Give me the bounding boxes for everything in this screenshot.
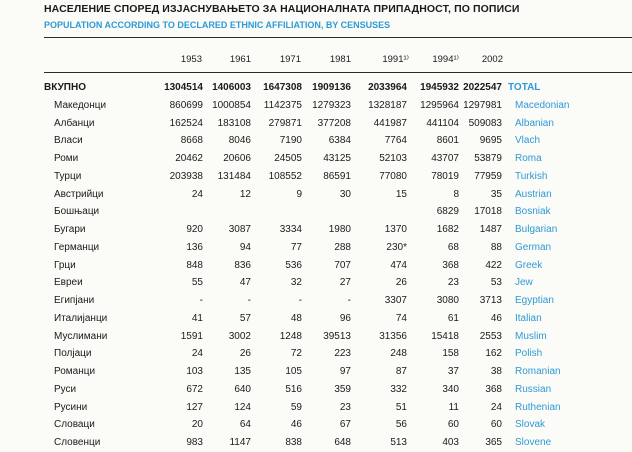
cell-value: 64 [239,419,251,431]
cell-value: 20 [191,419,203,431]
row-label-en: Greek [515,259,543,271]
cell-value: - [199,295,203,306]
cell-value: 3080 [436,295,459,306]
cell-value: 1487 [479,224,502,235]
table-row [0,203,632,221]
cell-value: 74 [395,312,407,324]
cell-value: 441987 [373,117,407,129]
row-label-en: Italian [515,312,542,324]
cell-value: 183108 [217,117,251,129]
cell-value: 43707 [431,153,459,164]
cell-value: 43125 [323,153,351,164]
cell-value: 1945932 [420,82,459,93]
cell-value: 377208 [317,117,351,129]
cell-value: 672 [186,383,203,395]
row-label-mk: Египјани [54,295,95,306]
cell-value: 96 [339,312,351,324]
cell-value: 94 [239,241,251,253]
cell-value: 162524 [169,117,203,129]
cell-value: 47 [239,277,251,289]
cell-value: 24 [191,348,203,360]
row-label-en: Macedonian [515,99,570,111]
cell-value: 2033964 [368,82,407,93]
table-row [0,328,632,346]
cell-value: 77959 [474,170,502,182]
row-label-mk: Бошњаци [54,206,100,218]
cell-value: 77 [290,241,302,253]
cell-value: 223 [334,348,351,360]
cell-value: 920 [186,224,203,235]
table-row [0,416,632,434]
cell-value: 59 [290,401,302,413]
row-label-mk: Словаци [54,419,95,431]
cell-value: 332 [390,383,407,395]
cell-value: 35 [490,188,502,200]
cell-value: 513 [390,437,407,448]
cell-value: 848 [186,259,203,271]
cell-value: 7764 [384,135,407,147]
cell-value: 57 [239,312,251,324]
cell-value: 86591 [323,170,351,182]
table-row [0,115,632,133]
row-label-en: Vlach [515,135,541,147]
row-label-mk: Македонци [54,99,107,111]
year-header: 1971 [279,54,301,65]
cell-value: 1370 [384,224,407,235]
cell-value: 131484 [217,170,251,182]
cell-value: 536 [285,259,302,271]
cell-value: 474 [390,259,407,271]
cell-value: 53879 [474,153,502,164]
row-label-mk: Русини [54,401,88,413]
row-label-en: Turkish [515,170,548,182]
cell-value: 3087 [228,224,251,235]
year-header: 1994¹⁾ [432,54,459,65]
row-label-mk: Грци [54,259,76,271]
page-title: НАСЕЛЕНИЕ СПОРЕД ИЗЈАСНУВАЊЕТО ЗА НАЦИОНАЛНАТА ПРИПАДНОСТ, ПО ПОПИСИ [44,3,520,15]
cell-value: 78019 [431,170,459,182]
cell-value: 103 [186,366,203,377]
cell-value: 836 [234,259,251,271]
row-label-en: Bulgarian [515,224,558,235]
year-header: 2002 [481,54,503,65]
row-label-mk: Романци [54,366,96,377]
cell-value: 509083 [468,117,502,129]
cell-value: 27 [339,277,351,289]
table-row [0,310,632,328]
row-label-en: Slovene [515,437,552,448]
row-label-en: Bosniak [515,206,551,218]
row-label-mk: Бугари [54,224,86,235]
row-label-mk: Турци [54,170,82,182]
row-label-en: Polish [515,348,543,360]
cell-value: 162 [485,348,502,360]
cell-value: 1591 [180,330,203,342]
cell-value: 24 [191,188,203,200]
cell-value: - [298,295,302,306]
cell-value: 8668 [180,135,203,147]
table-row [0,381,632,399]
year-header: 1961 [229,54,251,65]
year-header: 1991¹⁾ [382,54,409,65]
cell-value: 88 [490,241,502,253]
cell-value: 2553 [479,330,502,342]
row-label-en: Egyptian [515,295,554,306]
cell-value: 136 [186,241,203,253]
cell-value: 8 [453,188,459,200]
cell-value: 1279323 [312,99,351,111]
row-label-en: Jew [515,277,533,289]
cell-value: 3002 [228,330,251,342]
cell-value: - [247,295,251,306]
cell-value: 8601 [436,135,459,147]
cell-value: 72 [290,348,302,360]
cell-value: 108552 [268,170,302,182]
page-subtitle: POPULATION ACCORDING TO DECLARED ETHNIC AFFILIATION, BY CENSUSES [44,20,391,30]
cell-value: 55 [191,277,203,289]
cell-value: 1248 [279,330,302,342]
table-row [0,399,632,417]
cell-value: 30 [339,188,351,200]
cell-value: 127 [186,401,203,413]
cell-value: 26 [239,348,251,360]
cell-value: 77080 [379,170,407,182]
cell-value: 340 [442,383,459,395]
cell-value: 9695 [479,135,502,147]
cell-value: 516 [285,383,302,395]
table-row [0,186,632,204]
cell-value: 53 [490,277,502,289]
table-row [0,239,632,257]
cell-value: 67 [339,419,351,431]
cell-value: 3334 [279,224,302,235]
cell-value: 1647308 [263,82,302,93]
top-divider [44,37,632,38]
cell-value: 1000854 [212,99,251,111]
cell-value: 368 [485,383,502,395]
row-label-mk: Руси [54,383,77,395]
cell-value: 38 [490,366,502,377]
cell-value: 403 [442,437,459,448]
table-row [0,257,632,275]
cell-value: 6384 [328,135,351,147]
cell-value: 6829 [436,206,459,218]
cell-value: 365 [485,437,502,448]
table-row [0,434,632,452]
cell-value: 23 [339,401,351,413]
cell-value: 15418 [431,330,459,342]
row-label-mk: Германци [54,241,100,253]
table-row [0,221,632,239]
header-divider [44,72,632,73]
table-row [0,150,632,168]
cell-value: 203938 [169,170,203,182]
row-label-mk: Власи [54,135,83,147]
cell-value: 60 [490,419,502,431]
cell-value: 60 [447,419,459,431]
row-label-en: Slovak [515,419,546,431]
row-label-en: Russian [515,383,552,395]
cell-value: 248 [390,348,407,360]
cell-value: 1980 [328,224,351,235]
cell-value: 17018 [474,206,502,218]
cell-value: 2022547 [463,82,502,93]
cell-value: 158 [442,348,459,360]
cell-value: 20462 [175,153,203,164]
cell-value: 11 [448,401,459,413]
cell-value: 648 [334,437,351,448]
cell-value: 422 [485,259,502,271]
cell-value: 288 [334,241,351,253]
cell-value: 230* [386,241,407,253]
cell-value: 51 [395,401,407,413]
cell-value: 46 [490,312,502,324]
table-row [0,345,632,363]
row-label-mk: Словенци [54,437,101,448]
row-label-en: German [515,241,552,253]
cell-value: 87 [395,366,407,377]
cell-value: 7190 [279,135,302,147]
cell-value: 860699 [169,99,203,111]
table-row [0,363,632,381]
cell-value: 20606 [223,153,251,164]
cell-value: 8046 [228,135,251,147]
row-label-mk: ВКУПНО [44,82,86,93]
cell-value: 32 [290,277,302,289]
cell-value: 1304514 [164,82,203,93]
cell-value: 26 [395,277,407,289]
table-row [0,292,632,310]
year-header: 1981 [329,54,351,65]
cell-value: 1909136 [312,82,351,93]
total-row [0,79,632,97]
table-row [0,97,632,115]
cell-value: 838 [285,437,302,448]
cell-value: 368 [442,259,459,271]
row-label-mk: Албанци [54,117,95,129]
cell-value: 97 [339,366,351,377]
table-row [0,132,632,150]
cell-value: 1142375 [263,99,302,111]
row-label-mk: Австрийци [54,188,104,200]
cell-value: 707 [334,259,351,271]
row-label-en: Roma [515,153,542,164]
cell-value: 1147 [229,437,251,448]
cell-value: 61 [447,312,459,324]
cell-value: 1406003 [212,82,251,93]
cell-value: 24505 [274,153,302,164]
cell-value: - [347,295,351,306]
cell-value: 3713 [479,295,502,306]
cell-value: 31356 [379,330,407,342]
cell-value: 41 [191,312,203,324]
cell-value: 12 [239,188,251,200]
year-header: 1953 [180,54,202,65]
cell-value: 52103 [379,153,407,164]
table-row [0,274,632,292]
table-row [0,168,632,186]
cell-value: 279871 [268,117,302,129]
row-label-mk: Евреи [54,277,83,289]
cell-value: 441104 [426,117,459,129]
row-label-en: Albanian [515,117,554,129]
row-label-mk: Роми [54,153,79,164]
row-label-mk: Муслимани [54,330,108,342]
cell-value: 46 [290,419,302,431]
cell-value: 1295964 [420,99,459,111]
row-label-mk: Полјаци [54,348,92,360]
cell-value: 983 [186,437,203,448]
cell-value: 3307 [384,295,407,306]
cell-value: 1297981 [463,99,502,111]
cell-value: 135 [234,366,251,377]
cell-value: 359 [334,383,351,395]
row-label-en: Ruthenian [515,401,561,413]
cell-value: 124 [234,401,251,413]
cell-value: 24 [490,401,502,413]
cell-value: 37 [447,366,459,377]
cell-value: 48 [290,312,302,324]
row-label-en: Muslim [515,330,547,342]
cell-value: 640 [234,383,251,395]
row-label-en: Austrian [515,188,552,200]
row-label-en: TOTAL [508,82,541,93]
cell-value: 39513 [323,330,351,342]
year-header-row [0,54,632,66]
cell-value: 1682 [436,224,459,235]
cell-value: 1328187 [368,99,407,111]
row-label-en: Romanian [515,366,561,377]
cell-value: 68 [447,241,459,253]
cell-value: 9 [296,188,302,200]
cell-value: 56 [395,419,407,431]
cell-value: 15 [395,188,407,200]
cell-value: 23 [447,277,459,289]
cell-value: 105 [285,366,302,377]
row-label-mk: Италијанци [54,312,108,324]
